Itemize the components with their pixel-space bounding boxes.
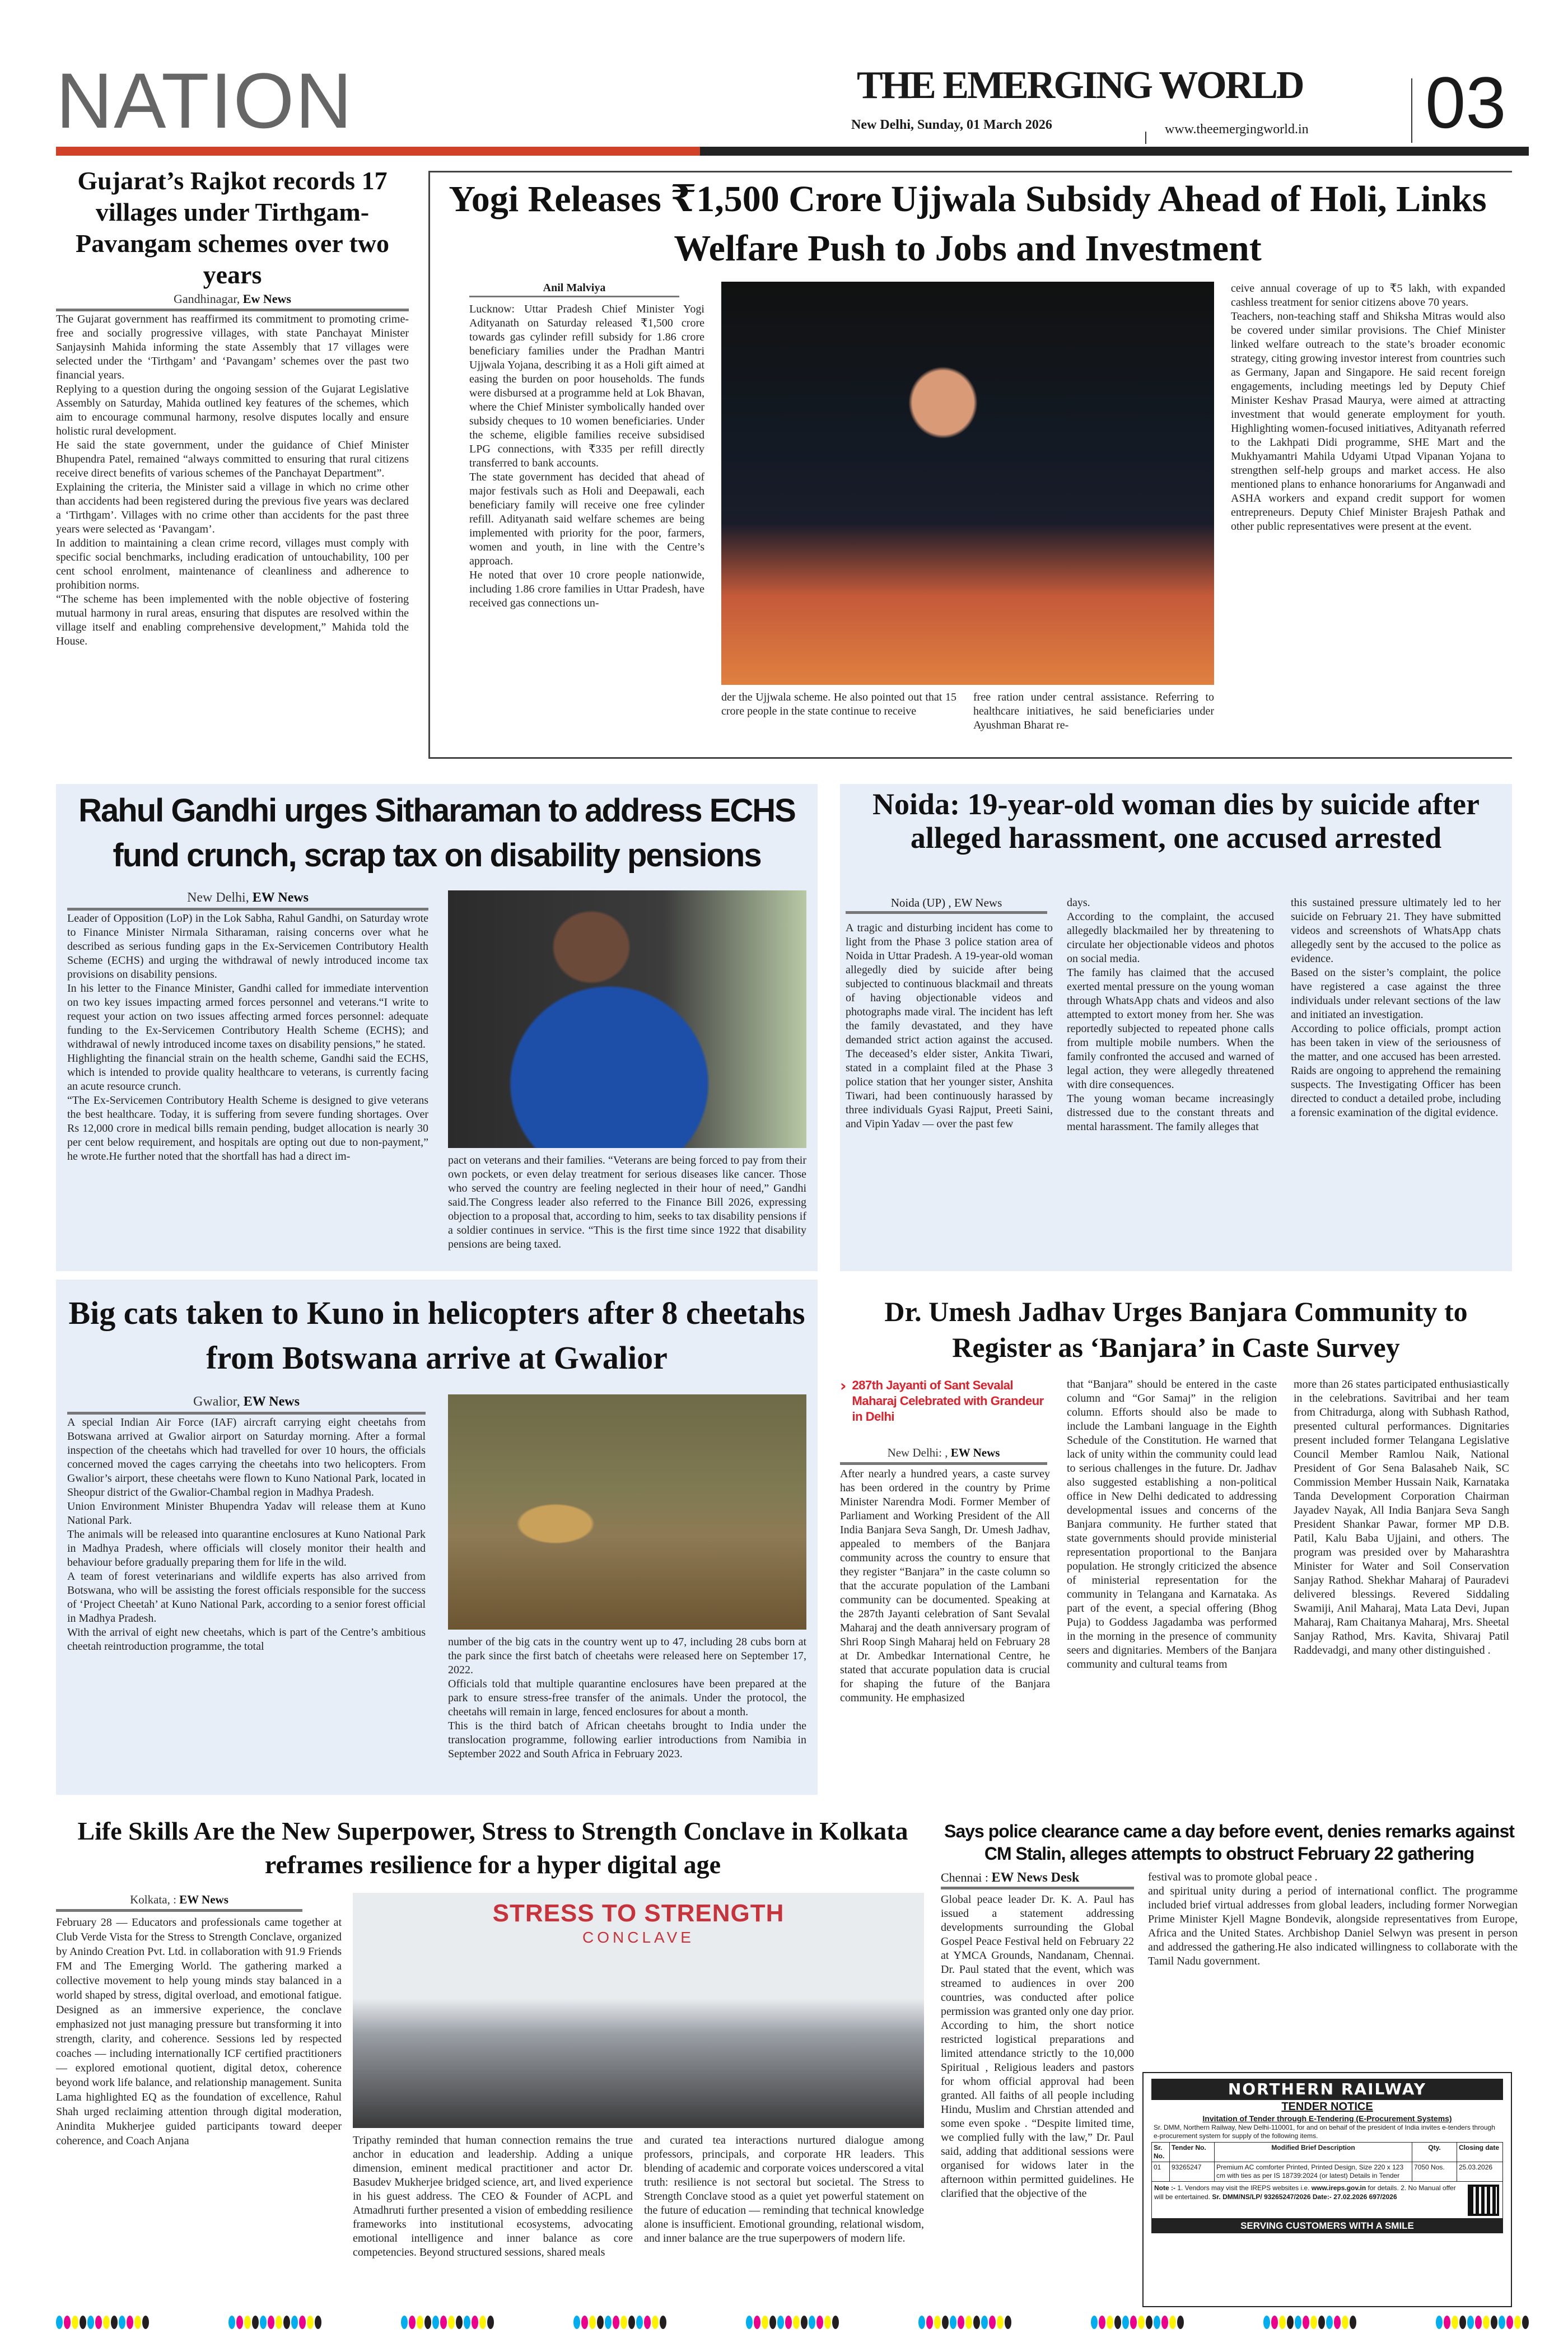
tender-footer: SERVING CUSTOMERS WITH A SMILE xyxy=(1151,2219,1503,2233)
article-col-1: A tragic and disturbing incident has come to light from the Phase 3 police station area of Noida in Uttar Pradesh. A 19-year-old woman allegedly died by suicide after being subjected to continuous blackmail and threats of having objectionable videos and photographs made viral. The incident has left the family devastated, and they have demanded strict action against the accused. The deceased’s elder sister, Ankita Tiwari, stated in a complaint filed at the Phase 3 police station that her younger sister, Anshita Tiwari, had been continuously harassed by three individuals Gyasi Rajput, Preeti Saini, and Vipin Yadav — over the past few xyxy=(846,922,1053,1130)
col-header: Sr. No. xyxy=(1152,2143,1170,2162)
yogi-photo xyxy=(721,282,1214,685)
registration-dot xyxy=(620,2316,627,2329)
header-rule-accent xyxy=(56,147,700,156)
article-col-2: der the Ujjwala scheme. He also pointed out that 15 crore people in the state continue to receive xyxy=(721,691,956,717)
registration-dot xyxy=(432,2316,439,2329)
registration-dot xyxy=(824,2316,831,2329)
registration-dot xyxy=(1169,2316,1176,2329)
paragraph: Leader of Opposition (LoP) in the Lok Sabha, Rahul Gandhi, on Saturday wrote to Finance Minister Nirmala Sitharaman, raising concerns over what he described as serious funding gaps in the Ex-Servicemen Contributory Health Scheme (ECHS) and urging the withdrawal of newly introduced income tax provisions on disability pensions. xyxy=(67,912,428,981)
article-banjara xyxy=(840,1282,1512,1798)
article-col-2: Tripathy reminded that human connection remains the true anchor in education and leadership. Adding a unique dimension, eminent medical practitioner and actor Dr. Basudev Mukherjee bridged science, art, and lived experience in his guest address. The CEO & Founder of ACPL and Atmadhruti further presented a vision of embedding resilience frameworks into institutional ecosystems, advocating emotional intelligence and inner balance as core competencies. Beyond structured sessions, shared meals xyxy=(353,2134,633,2258)
article-col-3: more than 26 states participated enthusiastically in the celebrations. Savitribai and her team from Chitradurga, along with Subhash Rathod, presented cultural performances. Dignitaries present included former Telangana Legislative Council Member Ramlou Naik, National President of Gor Sena Balasaheb Naik, SC Commission Member Hussain Naik, Karnataka Tanda Development Corporation Chairman Jayadev Nayak, All India Banjara Seva Sangh President Shankar Pawar, former MP D.B. Patil, Kalu Baba Ujjaini, and others. The program was presided over by Maharashtra Minister for Water and Soil Conservation Sanjay Rathod. Shekhar Maharaj of Pauradevi delivered blessings. Revered Siddaling Swamiji, Anil Maharaj, Mata Lata Devi, Jupan Maharaj, Ram Chaitanya Maharaj, Mrs. Sheetal Sanjay Rathod, Mrs. Kavita, Shivaraj Patil Raddevadgi, and many other distinguished . xyxy=(1294,1378,1509,1656)
cell-sr: 01 xyxy=(1152,2162,1170,2182)
registration-dot xyxy=(1303,2316,1309,2329)
paragraph: Highlighting the financial strain on the health scheme, Gandhi said the ECHS, which is intended to provide quality healthcare to veterans, is currently facing an acute resource crunch. xyxy=(67,1052,428,1093)
registration-dot-group xyxy=(918,2316,1011,2332)
article-col-3: and curated tea interactions nurtured dialogue among professors, principals, and corporate HR leaders. This blending of academic and corporate voices underscored a vital truth: resilience is not sectoral but societal. The Stress to Strength Conclave stood as a quiet yet powerful statement on the future of education — reminding that technical knowledge alone is insufficient. Emotional grounding, relational wisdom, and inner balance are the true superpowers of modern life. xyxy=(644,2134,924,2244)
registration-dot xyxy=(762,2316,768,2329)
article-col-2 xyxy=(1067,896,1274,1134)
registration-dot xyxy=(142,2316,149,2329)
article-col-2 xyxy=(448,1635,806,1761)
registration-dot xyxy=(299,2316,306,2329)
registration-dot-group xyxy=(401,2316,494,2332)
headline: Rahul Gandhi urges Sitharaman to address ECHS fund crunch, scrap tax on disability pensions xyxy=(78,792,795,874)
headline: Noida: 19-year-old woman dies by suicide after alleged harassment, one accused arrested xyxy=(872,787,1480,855)
registration-dot xyxy=(809,2316,815,2329)
registration-dot xyxy=(934,2316,941,2329)
registration-dot xyxy=(307,2316,314,2329)
registration-dot xyxy=(1130,2316,1137,2329)
paragraph: Union Environment Minister Bhupendra Yadav will release them at Kuno National Park. xyxy=(67,1500,426,1527)
note-text-2: for details. 2. No Manual offer will be entertained. xyxy=(1154,2184,1456,2201)
registration-dot xyxy=(1091,2316,1098,2329)
paragraph: and spiritual unity during a period of international conflict. The programme included brief virtual addresses from global leaders, including former Norwegian Prime Minister Kjell Magne Bondevik, alongside representatives from Europe, Africa and the United States. Archbishop Daniel Selwyn was present in person and addressed the gathering.He also indicated willingness to collaborate with the Tamil Nadu government. xyxy=(1148,1885,1518,1967)
registration-dot xyxy=(1107,2316,1113,2329)
registration-dot xyxy=(1122,2316,1129,2329)
registration-dot xyxy=(746,2316,753,2329)
registration-dot xyxy=(448,2316,455,2329)
website-link[interactable]: www.theemergingworld.in xyxy=(1165,122,1309,137)
registration-dot-group xyxy=(228,2316,321,2332)
registration-dot xyxy=(1467,2316,1474,2329)
article-rahul xyxy=(56,784,818,1271)
tender-org: NORTHERN RAILWAY xyxy=(1151,2079,1503,2100)
registration-dot xyxy=(1483,2316,1490,2329)
headline: Big cats taken to Kuno in helicopters after 8 cheetahs from Botswana arrive at Gwalior xyxy=(68,1295,805,1376)
tender-table xyxy=(1151,2142,1503,2182)
article-cheetah xyxy=(56,1280,818,1795)
header-rule xyxy=(700,147,1529,156)
article-col-1 xyxy=(67,912,428,1264)
tender-subtitle: Invitation of Tender through E-Tendering (E-Procurement Systems) xyxy=(1202,2114,1452,2123)
paragraph: “The Ex-Servicemen Contributory Health Scheme is designed to give veterans the best healthcare. Today, it is suffering from severe funding shortages. Over Rs 12,000 crore in medical bills remain pending, budget allocation is nearly 30 per cent below requirement, and hospitals are opting out due to non-payment,” he wrote.He further noted that the shortfall has had a direct im- xyxy=(67,1094,428,1163)
registration-dot xyxy=(926,2316,933,2329)
registration-dot xyxy=(613,2316,619,2329)
registration-dot xyxy=(950,2316,956,2329)
registration-dot xyxy=(127,2316,133,2329)
registration-dot xyxy=(1475,2316,1482,2329)
registration-dot xyxy=(1279,2316,1286,2329)
article-col-1: Global peace leader Dr. K. A. Paul has issued a statement addressing developments surrounding the Global Gospel Peace Festival held on February 22 at YMCA Grounds, Nandanam, Chennai. Dr. Paul stated that the event, which was streamed to audiences in over 200 countries, was conducted after police permission was granted only one day prior. According to him, the short notice restricted logistical preparations and limited attendance strictly to the 10,000 Spiritual , Religious leaders and pastors for whom official approval had been granted. All faiths of all people including Hindu, Muslim and Chrstian attended and some even spoke . “Despite limited time, we complied fully with the law,” Dr. Paul said, adding that additional sessions were organised for widows later in the afternoon within permitted guidelines. He clarified that the objective of the xyxy=(941,1893,1134,2200)
headline: Yogi Releases ₹1,500 Crore Ujjwala Subsidy Ahead of Holi, Links Welfare Push to Jobs and Investment xyxy=(449,179,1487,269)
tender-ref-1: Sr. DMM/NS/LP/ xyxy=(1212,2193,1262,2201)
registration-dot xyxy=(997,2316,1004,2329)
registration-dot xyxy=(236,2316,243,2329)
article-gujarat xyxy=(56,165,409,767)
rahul-photo xyxy=(448,890,806,1148)
registration-dot xyxy=(1436,2316,1443,2329)
divider xyxy=(1411,78,1412,143)
registration-dot xyxy=(652,2316,659,2329)
article-col-3 xyxy=(1291,896,1501,1120)
paragraph: A team of forest veterinarians and wildlife experts has also arrived from Botswana, who will be assisting the forest officials responsible for the success of ‘Project Cheetah’ at Kuno National Park, according to a senior forest official in Madhya Pradesh. xyxy=(67,1570,426,1625)
registration-dot-group xyxy=(1436,2316,1529,2332)
registration-dot xyxy=(644,2316,651,2329)
registration-dot xyxy=(597,2316,604,2329)
paragraph: The animals will be released into quarantine enclosures at Kuno National Park in Madhya Pradesh, where officials will closely monitor their health and behaviour before gradually preparing them for life in the wild. xyxy=(67,1528,426,1569)
registration-dot xyxy=(1491,2316,1497,2329)
headline: Gujarat’s Rajkot records 17 villages under Tirthgam-Pavangam schemes over two years xyxy=(76,166,389,289)
paragraph: Officials told that multiple quarantine enclosures have been prepared at the park to ensure stress-free transfer of the animals. Under the protocol, the cheetahs will remain in large, fenced enclosures for about a month. xyxy=(448,1678,806,1718)
cell-tender-no: 93265247 xyxy=(1170,2162,1215,2182)
registration-dot xyxy=(1459,2316,1466,2329)
registration-dot xyxy=(989,2316,996,2329)
registration-dot xyxy=(816,2316,823,2329)
registration-dot xyxy=(777,2316,784,2329)
table-header-row xyxy=(1152,2143,1503,2162)
article-noida xyxy=(840,784,1512,1271)
paragraph: The young woman became increasingly distressed due to the constant threats and mental harassment. The family alleges that xyxy=(1067,1093,1274,1133)
registration-dot xyxy=(260,2316,267,2329)
article-body xyxy=(56,312,409,648)
byline-agency: EW News xyxy=(252,890,309,905)
article-col-1: After nearly a hundred years, a caste survey has been ordered in the country by Prime Minister Narendra Modi. Former Member of Parliament and Working President of the All India Banjara Seva Sangh, Dr. Umesh Jadhav, appealed to members of the Banjara community across the country to ensure that they register “Banjara” in the caste column so that the accurate population of the Lambani community can be documented. Speaking at the 287th Jayanti celebration of Sant Sevalal Maharaj and the death anniversary program of Shri Roop Singh Maharaj held on February 28 at Dr. Ambedkar International Centre, he stated that accurate population data is crucial for shaping the future of the Banjara community. He emphasized xyxy=(840,1468,1050,1704)
registration-dot xyxy=(1287,2316,1294,2329)
dateline: New Delhi, Sunday, 01 March 2026 xyxy=(851,118,1052,132)
registration-dot xyxy=(793,2316,800,2329)
paragraph: Based on the sister’s complaint, the police have registered a case against the three individuals under relevant sections of the law and initiated an investigation. xyxy=(1291,967,1501,1021)
registration-dot xyxy=(1514,2316,1521,2329)
col-header: Modified Brief Description xyxy=(1215,2143,1412,2162)
qr-code-icon xyxy=(1468,2185,1499,2216)
registration-dot xyxy=(589,2316,596,2329)
paragraph: According to police officials, prompt action has been taken in view of the seriousness of the matter, and one accused has been arrested. Raids are ongoing to apprehend the remaining suspects. The Investigating Officer has been directed to conduct a detailed probe, including a forensic examination of the digital evidence. xyxy=(1291,1023,1501,1119)
registration-dot xyxy=(1318,2316,1325,2329)
tender-notice-ad xyxy=(1142,2072,1512,2307)
table-row xyxy=(1152,2162,1503,2182)
byline-place: Gwalior, xyxy=(193,1394,240,1409)
paragraph: The Gujarat government has reaffirmed its commitment to promoting crime-free and socially progressive villages, with state Panchayat Minister Sanjaysinh Mahida informing the state Assembly that 17 villages were selected under the ‘Tirthgam’ and ‘Pavangam’ schemes over the past two financial years. xyxy=(56,313,409,381)
paragraph: He noted that over 10 crore people nationwide, including 1.86 crore families in Uttar Pradesh, have received gas connections un- xyxy=(469,569,704,609)
registration-dot xyxy=(754,2316,760,2329)
article-col-2: pact on veterans and their families. “Veterans are being forced to pay from their own pockets, or even delay treatment for serious diseases like cancer. Those who served the country are feeling neglected in their hour of need,” Gandhi said.The Congress leader also referred to the Finance Bill 2026, expressing objection to a proposal that, according to him, seeks to tax disability pensions if a soldier continues in service. “This is the first time since 1922 that disability pensions are being taxed. xyxy=(448,1154,806,1250)
registration-dot xyxy=(832,2316,839,2329)
photo-banner-title: STRESS TO STRENGTH xyxy=(492,1900,785,1927)
cheetah-photo xyxy=(448,1394,806,1630)
registration-dot xyxy=(424,2316,431,2329)
article-col-2 xyxy=(1148,1870,1518,1968)
kicker xyxy=(840,1378,1047,1425)
article-yogi xyxy=(428,171,1512,759)
byline-agency: EW News xyxy=(950,1446,1000,1459)
registration-dot xyxy=(1099,2316,1105,2329)
byline-place: New Delhi: , xyxy=(887,1446,948,1459)
byline xyxy=(941,1870,1134,1889)
photo-banner-subtitle: CONCLAVE xyxy=(582,1929,694,1946)
registration-dot xyxy=(973,2316,980,2329)
registration-dot xyxy=(1310,2316,1317,2329)
registration-dot xyxy=(636,2316,643,2329)
registration-dot xyxy=(918,2316,925,2329)
paragraph: ceive annual coverage of up to ₹5 lakh, with expanded cashless treatment for senior citizens above 70 years. xyxy=(1231,282,1505,309)
byline-agency: Ew News xyxy=(242,292,291,306)
conclave-photo xyxy=(353,1893,924,2128)
registration-dot xyxy=(464,2316,470,2329)
byline xyxy=(469,282,679,297)
registration-dot xyxy=(487,2316,494,2329)
registration-dot xyxy=(401,2316,408,2329)
byline xyxy=(56,292,409,311)
tender-ref-3: 697/2026 xyxy=(1369,2193,1397,2201)
registration-dot xyxy=(1506,2316,1513,2329)
paragraph: Replying to a question during the ongoing session of the Gujarat Legislative Assembly on Saturday, Mahida outlined key features of the schemes, which aim to encourage communal harmony, resolve disputes locally and ensure holistic rural development. xyxy=(56,383,409,437)
paragraph: “The scheme has been implemented with the noble objective of fostering mutual harmony in rural areas, ensuring that disputes are resolved within the village itself and enabling comprehensive development,” Mahida told the House. xyxy=(56,593,409,647)
registration-dot xyxy=(1522,2316,1529,2329)
paragraph: The state government has decided that ahead of major festivals such as Holi and Deepawali, each beneficiary family will receive one free cylinder refill. Adityanath said welfare schemes are being implemented with priority for the poor, farmers, women and youth, in line with the Centre’s approach. xyxy=(469,471,704,567)
chevron-right-icon: › xyxy=(840,1376,847,1395)
registration-dot xyxy=(268,2316,274,2329)
tender-note xyxy=(1151,2182,1503,2219)
paragraph: festival was to promote global peace . xyxy=(1148,1871,1318,1883)
registration-dot xyxy=(417,2316,423,2329)
article-col-1: February 28 — Educators and professionals came together at Club Verde Vista for the Stress to Strength Conclave, organized by Anindo Creation Pvt. Ltd. in collaboration with 91.9 Friends FM and The Emerging World. The gathering marked a collective movement to help young minds stay balanced in a world shaped by stress, digital overload, and emotional fatigue. Designed as an immersive experience, the conclave emphasized not just managing pressure but transforming it into strength, clarity, and coherence. Sessions led by respected coaches — including internationally ICF certified practitioners — explored emotional quotient, digital detox, coherence beyond work life balance, and relationship management. Sunita Lama highlighted EQ as the foundation of excellence, Rahul Shah urged reclaiming attention through digital moderation, Anindita Mukherjee guided participants toward deeper coherence, and Coach Anjana xyxy=(56,1916,342,2147)
byline-agency: EW News xyxy=(179,1893,228,1906)
registration-dot xyxy=(456,2316,463,2329)
registration-dot xyxy=(244,2316,251,2329)
registration-dot xyxy=(228,2316,235,2329)
registration-dot xyxy=(1005,2316,1011,2329)
registration-dot xyxy=(1161,2316,1168,2329)
registration-dot xyxy=(801,2316,808,2329)
paragraph: this sustained pressure ultimately led to her suicide on February 21. They have submitted videos and screenshots of WhatsApp chats allegedly sent by the accused to the police as evidence. xyxy=(1291,897,1501,965)
paragraph: This is the third batch of African cheetahs brought to India under the translocation programme, following earlier introductions from Namibia in September 2022 and South Africa in February 2023. xyxy=(448,1720,806,1760)
section-title: NATION xyxy=(56,57,353,144)
registration-dot xyxy=(119,2316,125,2329)
registration-dot xyxy=(581,2316,588,2329)
article-col-3: free ration under central assistance. Referring to healthcare initiatives, he said beneficiaries under Ayushman Bharat re- xyxy=(973,691,1214,731)
note-label: Note :- xyxy=(1154,2184,1175,2192)
article-col-2: that “Banjara” should be entered in the caste column and “Gor Samaj” in the religion column. Efforts should also be made to include the Lambani language in the Eighth Schedule of the Constitution. He warned that lack of unity within the community could lead to serious challenges in the future. Dr. Jadhav also suggested establishing a non-political office in New Delhi dedicated to addressing developmental issues and concerns of the Banjara community. He further stated that state governments should provide ministerial representation proportional to the Banjara population. He strongly criticized the absence of ministerial representation for the community in Telangana and Karnataka. As part of the event, a special offering (Bhog Puja) to Goddess Jagadamba was performed in the morning in the presence of community seers and dignitaries. Members of the Banjara community and cultural teams from xyxy=(1067,1378,1277,1670)
article-col-1 xyxy=(67,1416,426,1788)
registration-dot xyxy=(409,2316,416,2329)
newspaper-name: THE EMERGING WORLD xyxy=(857,64,1303,107)
article-lifeskills xyxy=(56,1814,930,2307)
byline: Noida (UP) , EW News xyxy=(846,896,1047,914)
registration-dot xyxy=(95,2316,102,2329)
col-header: Tender No. xyxy=(1170,2143,1215,2162)
byline-place: Gandhinagar, xyxy=(174,292,240,306)
registration-dot xyxy=(1271,2316,1278,2329)
paragraph: Teachers, non-teaching staff and Shiksha Mitras would also be covered under similar provisions. The Chief Minister linked welfare outreach to the state’s broader economic strategy, citing growing investor interest from countries such as Germany, Japan and Singapore. He said recent foreign engagements, including meetings led by Deputy Chief Minister Keshav Prasad Maurya, were aimed at attracting investment that would generate employment for youth. Highlighting women-focused initiatives, Adityanath referred to the Lakhpati Didi programme, SHE Mart and the Mukhyamantri Mahila Udyami Utpad Vipanan Yojana to strengthen self-help groups and market access. He also mentioned plans to enhance honorariums for Anganwadi and ASHA workers and expand credit support for women entrepreneurs. Deputy Chief Minister Brajesh Pathak and other public representatives were present at the event. xyxy=(1231,310,1505,533)
byline xyxy=(67,890,428,911)
headline: Life Skills Are the New Superpower, Stress to Strength Conclave in Kolkata reframes resilience for a hyper digital age xyxy=(77,1817,908,1879)
registration-dot-group xyxy=(746,2316,839,2332)
registration-dot xyxy=(472,2316,478,2329)
registration-dot xyxy=(769,2316,776,2329)
cell-qty: 7050 Nos. xyxy=(1412,2162,1457,2182)
cell-description: Premium AC comforter Printed, Printed Design, Size 220 x 123 cm with ties as per IS 18739:2024 (or latest) Details in Tender xyxy=(1215,2162,1412,2182)
registration-dot xyxy=(981,2316,988,2329)
registration-dot xyxy=(958,2316,964,2329)
kicker-text: 287th Jayanti of Sant Sevalal Maharaj Celebrated with Grandeur in Delhi xyxy=(852,1378,1044,1424)
registration-dot xyxy=(1177,2316,1184,2329)
registration-dot xyxy=(134,2316,141,2329)
note-text-1: 1. Vendors may visit the IREPS websites i.e. xyxy=(1177,2184,1310,2192)
registration-dot xyxy=(1263,2316,1270,2329)
registration-dot xyxy=(56,2316,63,2329)
paragraph: According to the complaint, the accused allegedly blackmailed her by threatening to circulate her objectionable videos and photos on social media. xyxy=(1067,911,1274,965)
registration-dot xyxy=(1350,2316,1356,2329)
registration-dot xyxy=(1295,2316,1301,2329)
registration-dot xyxy=(1146,2316,1152,2329)
byline xyxy=(67,1394,426,1415)
paragraph: He said the state government, under the guidance of Chief Minister Bhupendra Patel, remained “always committed to ensuring that rural citizens receive direct benefits of various schemes of the Panchayat Department”. xyxy=(56,439,409,479)
col-header: Closing date xyxy=(1457,2143,1503,2162)
headline: Says police clearance came a day before event, denies remarks against CM Stalin, alleges attempts to obstruct February 22 gathering xyxy=(944,1821,1514,1864)
registration-dot xyxy=(440,2316,447,2329)
col-header: Qty. xyxy=(1412,2143,1457,2162)
registration-dot xyxy=(942,2316,949,2329)
byline-place: Kolkata, : xyxy=(130,1893,176,1906)
paragraph: days. xyxy=(1067,897,1090,909)
registration-dot-group xyxy=(1091,2316,1184,2332)
tender-ref-2: 93265247/2026 Date:- 27.02.2026 xyxy=(1264,2193,1368,2201)
registration-dot-group xyxy=(56,2316,149,2332)
paragraph: Lucknow: Uttar Pradesh Chief Minister Yogi Adityanath on Saturday released ₹1,500 crore towards gas cylinder refill subsidy for 1.86 crore beneficiary families under the Pradhan Mantri Ujjwala Yojana, describing it as a Holi gift aimed at easing the burden on poor households. The funds were disbursed at a programme held at Lok Bhavan, where the Chief Minister symbolically handed over subsidy cheques to 10 women beneficiaries. Under the scheme, eligible families receive subsidised LPG connections, with ₹335 per refill directly transferred to bank accounts. xyxy=(469,303,704,469)
tender-title: TENDER NOTICE xyxy=(1281,2101,1373,2113)
registration-dot xyxy=(573,2316,580,2329)
registration-dot xyxy=(103,2316,110,2329)
registration-dot xyxy=(1138,2316,1145,2329)
byline xyxy=(56,1893,302,1912)
registration-dot xyxy=(111,2316,118,2329)
paragraph: A special Indian Air Force (IAF) aircraft carrying eight cheetahs from Botswana arrived at Gwalior airport on Saturday morning. After a formal inspection of the cheetahs which had travelled for over 10 hours, the officials concerned moved the cages carrying the cheetahs into two helicopters. From Gwalior’s airport, these cheetahs were flown to Kuno National Park, located in Sheopur district of the Gwalior-Chambal region in Madhya Pradesh. xyxy=(67,1416,426,1499)
registration-dot xyxy=(1444,2316,1450,2329)
registration-dot xyxy=(660,2316,666,2329)
registration-dot xyxy=(1342,2316,1348,2329)
divider xyxy=(1145,132,1146,144)
registration-dot xyxy=(1452,2316,1458,2329)
tender-intro: Sr. DMM, Northern Railway, New Delhi-110001, for and on behaif of the president of India invites e-tenders through e-procurement system for supply of the following items. xyxy=(1154,2124,1495,2140)
headline: Dr. Umesh Jadhav Urges Banjara Community to Register as ‘Banjara’ in Caste Survey xyxy=(884,1296,1468,1363)
paragraph: In addition to maintaining a clean crime record, villages must comply with specific social benchmarks, including eradication of untouchability, 100 per cent school enrolment, maintenance of cleanliness and adherence to prohibition norms. xyxy=(56,537,409,591)
registration-dot xyxy=(276,2316,282,2329)
byline-place: New Delhi, xyxy=(187,890,249,905)
registration-dot xyxy=(1334,2316,1341,2329)
byline-agency: EW News xyxy=(243,1394,300,1409)
registration-dot-group xyxy=(573,2316,666,2332)
registration-dot xyxy=(1154,2316,1160,2329)
article-col-4 xyxy=(1231,282,1505,752)
byline xyxy=(840,1446,1047,1465)
paragraph: Explaining the criteria, the Minister said a village in which no crime other than accidents had been registered during the previous five years was declared a ‘Tirthgam’. Villages with no crime other than accidents for the past three years were selected as ‘Pavangam’. xyxy=(56,481,409,535)
article-col-1 xyxy=(469,302,704,750)
registration-dot xyxy=(80,2316,86,2329)
byline-agency: EW News Desk xyxy=(991,1870,1080,1885)
paragraph: With the arrival of eight new cheetahs, which is part of the Centre’s ambitious cheetah reintroduction programme, the total xyxy=(67,1626,426,1653)
registration-dot xyxy=(1114,2316,1121,2329)
registration-dot xyxy=(283,2316,290,2329)
registration-dot xyxy=(628,2316,635,2329)
registration-dot xyxy=(291,2316,298,2329)
registration-dot xyxy=(605,2316,612,2329)
registration-dot xyxy=(64,2316,71,2329)
registration-dot xyxy=(785,2316,792,2329)
paragraph: The family has claimed that the accused exerted mental pressure on the young woman through WhatsApp chats and videos and also attempted to extort money from her. She was reportedly subjected to repeated phone calls from multiple mobile numbers. When the family confronted the accused and warned of legal action, they were allegedly threatened with dire consequences. xyxy=(1067,967,1274,1091)
cell-closing: 25.03.2026 xyxy=(1457,2162,1503,2182)
print-registration-marks xyxy=(56,2316,1529,2332)
registration-dot xyxy=(252,2316,259,2329)
registration-dot xyxy=(1499,2316,1505,2329)
registration-dot-group xyxy=(1263,2316,1356,2332)
ireps-link[interactable]: www.ireps.gov.in xyxy=(1311,2184,1366,2192)
registration-dot xyxy=(479,2316,486,2329)
registration-dot xyxy=(965,2316,972,2329)
page-number: 03 xyxy=(1425,62,1506,143)
registration-dot xyxy=(72,2316,78,2329)
paragraph: number of the big cats in the country went up to 47, including 28 cubs born at the park since the first batch of cheetahs were released here on September 17, 2022. xyxy=(448,1636,806,1676)
byline-author: Anil Malviya xyxy=(543,282,606,294)
byline-place: Chennai : xyxy=(941,1870,988,1884)
registration-dot xyxy=(1326,2316,1333,2329)
registration-dot xyxy=(315,2316,321,2329)
registration-dot xyxy=(87,2316,94,2329)
paragraph: In his letter to the Finance Minister, Gandhi called for immediate intervention on two key issues impacting armed forces personnel and veterans.“I write to request your action on two issues affecting armed forces personnel: adequate funding to the Ex-Servicemen Contributory Health Scheme (ECHS); and withdrawal of newly introduced income taxes on disability pensions,” he stated. xyxy=(67,982,428,1051)
